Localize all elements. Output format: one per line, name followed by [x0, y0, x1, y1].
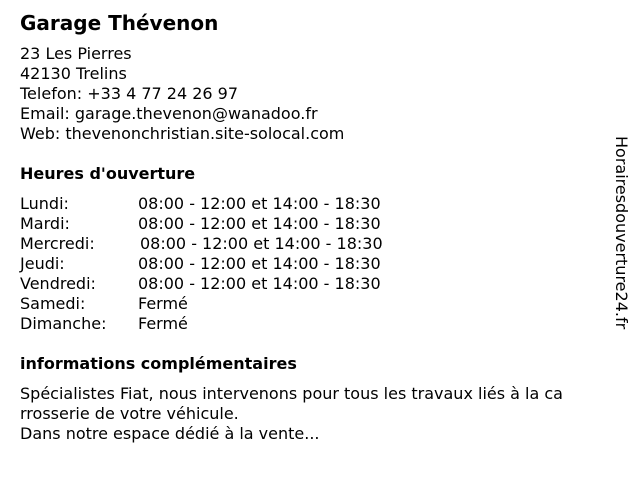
opening-hours-heading: Heures d'ouverture [20, 164, 196, 183]
time-value: 08:00 - 12:00 et 14:00 - 18:30 [138, 214, 381, 233]
day-label: Lundi: [20, 194, 69, 213]
day-label: Dimanche: [20, 314, 107, 333]
watermark-text: Horairesdouverture24.fr [612, 136, 631, 330]
day-label: Jeudi: [20, 254, 65, 273]
email-line: Email: garage.thevenon@wanadoo.fr [20, 104, 318, 123]
address-city: 42130 Trelins [20, 64, 127, 83]
day-label: Vendredi: [20, 274, 96, 293]
contact-block [20, 44, 344, 144]
info-line: Spécialistes Fiat, nous intervenons pour tous les travaux liés à la ca [20, 384, 563, 403]
web-line: Web: thevenonchristian.site-solocal.com [20, 124, 345, 143]
time-value: 08:00 - 12:00 et 14:00 - 18:30 [138, 254, 381, 273]
time-value: 08:00 - 12:00 et 14:00 - 18:30 [138, 274, 381, 293]
day-label: Mardi: [20, 214, 70, 233]
additional-info-text [20, 384, 612, 444]
time-value: Fermé [138, 294, 188, 313]
day-label: Samedi: [20, 294, 86, 313]
day-label: Mercredi: [20, 234, 95, 253]
time-value: 08:00 - 12:00 et 14:00 - 18:30 [140, 234, 383, 253]
time-value: 08:00 - 12:00 et 14:00 - 18:30 [138, 194, 381, 213]
info-line: Dans notre espace dédié à la vente... [20, 424, 320, 443]
info-line: rrosserie de votre véhicule. [20, 404, 239, 423]
additional-info-heading: informations complémentaires [20, 354, 297, 373]
time-value: Fermé [138, 314, 188, 333]
address-street: 23 Les Pierres [20, 44, 132, 63]
business-name: Garage Thévenon [20, 11, 219, 35]
phone-line: Telefon: +33 4 77 24 26 97 [20, 84, 239, 103]
